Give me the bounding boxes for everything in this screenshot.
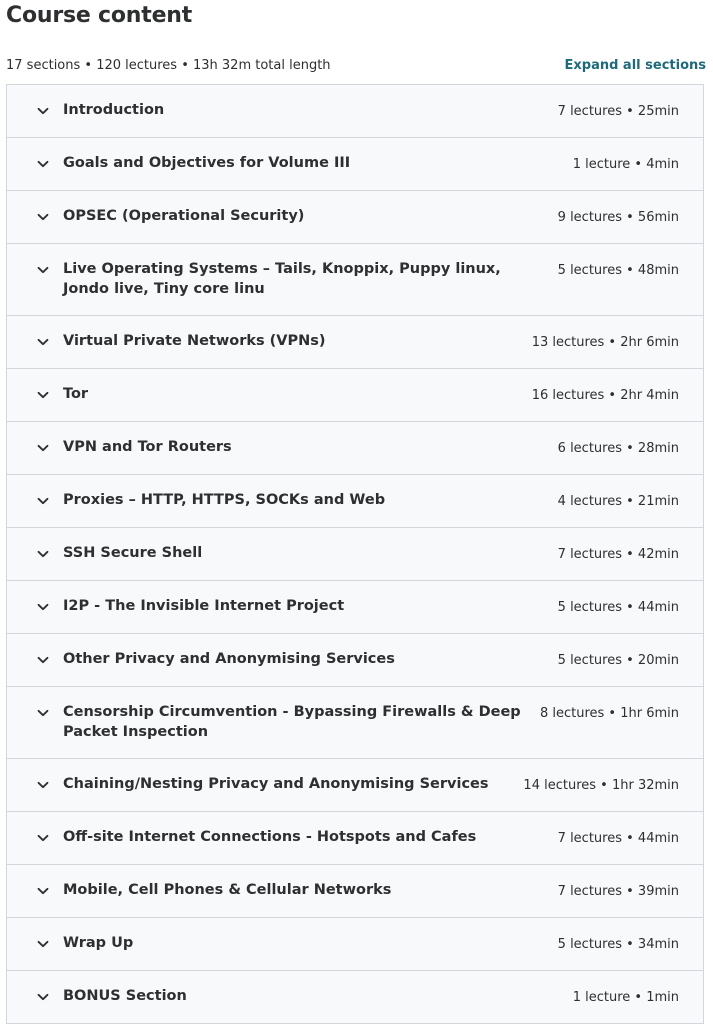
chevron-down-icon: [36, 104, 50, 118]
chevron-down-icon: [36, 600, 50, 614]
section-title: SSH Secure Shell: [63, 545, 203, 561]
section-title: Introduction: [63, 102, 165, 118]
section-title: Wrap Up: [63, 935, 134, 951]
section-meta: 5 lectures • 44min: [557, 600, 679, 615]
section-title: I2P - The Invisible Internet Project: [63, 598, 345, 614]
chevron-down-icon: [36, 263, 50, 277]
section-row[interactable]: [7, 316, 703, 369]
section-row[interactable]: [7, 475, 703, 528]
chevron-down-icon: [36, 778, 50, 792]
section-title: Censorship Circumvention - Bypassing Firewalls & Deep Packet Inspection: [63, 704, 521, 740]
section-meta: 6 lectures • 28min: [557, 441, 679, 456]
chevron-down-icon: [36, 653, 50, 667]
section-title: BONUS Section: [63, 988, 187, 1004]
section-row[interactable]: [7, 138, 703, 191]
section-title: Other Privacy and Anonymising Services: [63, 651, 395, 667]
section-meta: 13 lectures • 2hr 6min: [531, 335, 679, 350]
section-title: Virtual Private Networks (VPNs): [63, 333, 326, 349]
section-row[interactable]: [7, 812, 703, 865]
section-row[interactable]: [7, 971, 703, 1024]
chevron-down-icon: [36, 831, 50, 845]
section-row[interactable]: [7, 918, 703, 971]
section-meta: 7 lectures • 39min: [557, 884, 679, 899]
chevron-down-icon: [36, 441, 50, 455]
section-meta: 1 lecture • 4min: [572, 157, 679, 172]
section-title: Off-site Internet Connections - Hotspots and Cafes: [63, 829, 477, 845]
section-title: OPSEC (Operational Security): [63, 208, 305, 224]
section-meta: 5 lectures • 20min: [557, 653, 679, 668]
section-meta: 8 lectures • 1hr 6min: [539, 706, 679, 721]
section-meta: 5 lectures • 48min: [557, 263, 679, 278]
chevron-down-icon: [36, 547, 50, 561]
chevron-down-icon: [36, 494, 50, 508]
section-row[interactable]: [7, 687, 703, 759]
section-row[interactable]: [7, 634, 703, 687]
chevron-down-icon: [36, 157, 50, 171]
section-row[interactable]: [7, 85, 703, 138]
chevron-down-icon: [36, 990, 50, 1004]
section-title: Live Operating Systems – Tails, Knoppix, Puppy linux, Jondo live, Tiny core linu: [63, 261, 501, 297]
course-summary: [6, 55, 706, 75]
section-title: Chaining/Nesting Privacy and Anonymising Services: [63, 776, 489, 792]
chevron-down-icon: [36, 884, 50, 898]
section-row[interactable]: [7, 759, 703, 812]
section-title: Mobile, Cell Phones & Cellular Networks: [63, 882, 392, 898]
section-title: Tor: [63, 386, 89, 402]
section-meta: 7 lectures • 25min: [557, 104, 679, 119]
chevron-down-icon: [36, 937, 50, 951]
chevron-down-icon: [36, 210, 50, 224]
expand-all-sections-button[interactable]: Expand all sections: [564, 57, 706, 73]
chevron-down-icon: [36, 335, 50, 349]
section-meta: 7 lectures • 44min: [557, 831, 679, 846]
section-row[interactable]: [7, 369, 703, 422]
section-list: [6, 84, 704, 1024]
course-stats: 17 sections • 120 lectures • 13h 32m total length: [6, 57, 331, 73]
section-row[interactable]: [7, 422, 703, 475]
section-meta: 9 lectures • 56min: [557, 210, 679, 225]
section-row[interactable]: [7, 581, 703, 634]
section-row[interactable]: [7, 191, 703, 244]
section-meta: 1 lecture • 1min: [572, 990, 679, 1005]
section-title: VPN and Tor Routers: [63, 439, 232, 455]
section-title: Goals and Objectives for Volume III: [63, 155, 351, 171]
section-meta: 7 lectures • 42min: [557, 547, 679, 562]
section-row[interactable]: [7, 244, 703, 316]
section-meta: 5 lectures • 34min: [557, 937, 679, 952]
chevron-down-icon: [36, 388, 50, 402]
section-row[interactable]: [7, 865, 703, 918]
section-meta: 14 lectures • 1hr 32min: [523, 778, 679, 793]
section-title: Proxies – HTTP, HTTPS, SOCKs and Web: [63, 492, 386, 508]
chevron-down-icon: [36, 706, 50, 720]
section-row[interactable]: [7, 528, 703, 581]
section-meta: 16 lectures • 2hr 4min: [531, 388, 679, 403]
page-title: Course content: [6, 3, 193, 28]
section-meta: 4 lectures • 21min: [557, 494, 679, 509]
